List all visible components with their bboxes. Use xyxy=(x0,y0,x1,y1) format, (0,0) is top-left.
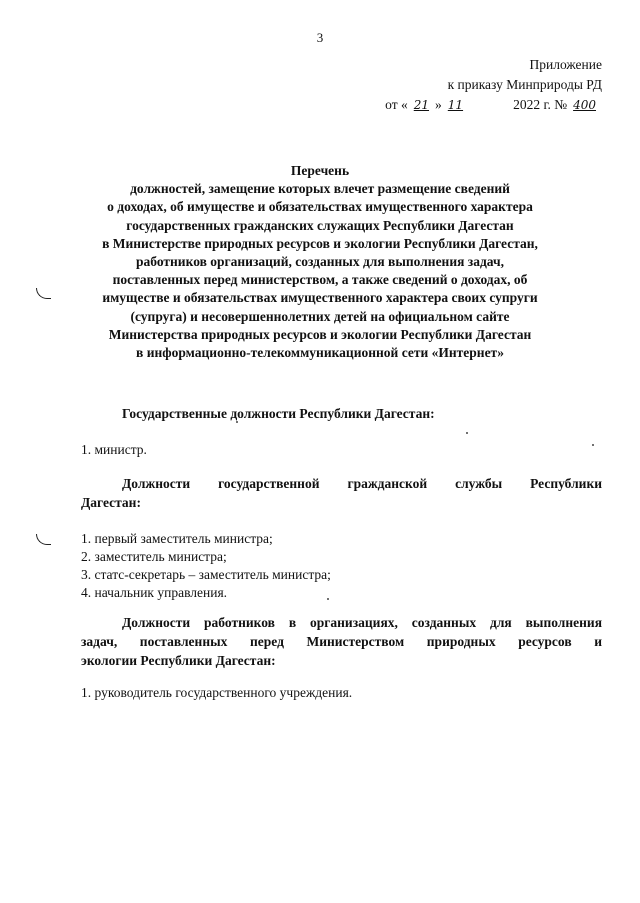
title-line: поставленных перед министерством, а также сведений о доходах, об xyxy=(112,272,528,288)
date-year: 2022 г. № xyxy=(513,97,568,112)
page-number: 3 xyxy=(316,30,324,45)
title-line: Министерства природных ресурсов и экологии Республики Дагестан xyxy=(108,326,532,342)
title-line: имуществе и обязательствах имущественного характера своих супруги xyxy=(102,290,538,306)
title-line: в Министерстве природных ресурсов и экологии Республики Дагестан, xyxy=(102,235,538,251)
appendix-header xyxy=(385,55,602,115)
title-line: должностей, замещение которых влечет размещение сведений xyxy=(130,181,510,197)
appendix-label: Приложение xyxy=(529,57,602,72)
date-mid: » xyxy=(435,97,442,112)
handwritten-number: 400 xyxy=(573,98,596,112)
title-line: работников организаций, созданных для выполнения задач, xyxy=(136,254,504,270)
section2-item: 3. статс-секретарь – заместитель министра; xyxy=(81,567,331,582)
scan-speck xyxy=(236,421,238,423)
appendix-order-ref: к приказу Минприроды РД xyxy=(447,77,602,92)
title-line: государственных гражданских служащих Республики Дагестан xyxy=(126,217,514,233)
section1-heading: Государственные должности Республики Дагестан: xyxy=(122,406,435,421)
section2-item: 2. заместитель министра; xyxy=(81,549,227,564)
handwritten-day: 21 xyxy=(413,98,430,112)
title-heading: Перечень xyxy=(290,163,350,178)
section3-item: 1. руководитель государственного учреждения. xyxy=(81,685,353,700)
scan-speck xyxy=(466,432,468,434)
title-line: о доходах, об имуществе и обязательствах имущественного характера xyxy=(107,199,533,215)
section2-item: 4. начальник управления. xyxy=(81,585,228,600)
document-title xyxy=(60,162,580,362)
handwritten-month: 11 xyxy=(447,98,464,112)
scan-speck xyxy=(592,444,594,446)
title-line: (супруга) и несовершеннолетних детей на официальном сайте xyxy=(130,308,510,324)
punch-hole-mark xyxy=(36,288,51,299)
section2-item: 1. первый заместитель министра; xyxy=(81,531,273,546)
title-line: в информационно-телекоммуникационной сети «Интернет» xyxy=(136,345,504,361)
section1-item: 1. министр. xyxy=(81,442,147,457)
date-prefix: от « xyxy=(385,97,408,112)
section2-heading-line1: Должности государственной гражданской службы Республики xyxy=(122,476,602,491)
section3-heading-line2: задач, поставленных перед Министерством природных ресурсов и xyxy=(81,634,602,649)
appendix-date-line xyxy=(385,95,602,115)
section3-heading-line3: экологии Республики Дагестан: xyxy=(81,653,276,668)
punch-hole-mark xyxy=(36,534,51,545)
section3-heading-line1: Должности работников в организациях, созданных для выполнения xyxy=(122,615,602,630)
section2-heading-line2: Дагестан: xyxy=(81,495,141,510)
scan-speck xyxy=(327,598,329,600)
